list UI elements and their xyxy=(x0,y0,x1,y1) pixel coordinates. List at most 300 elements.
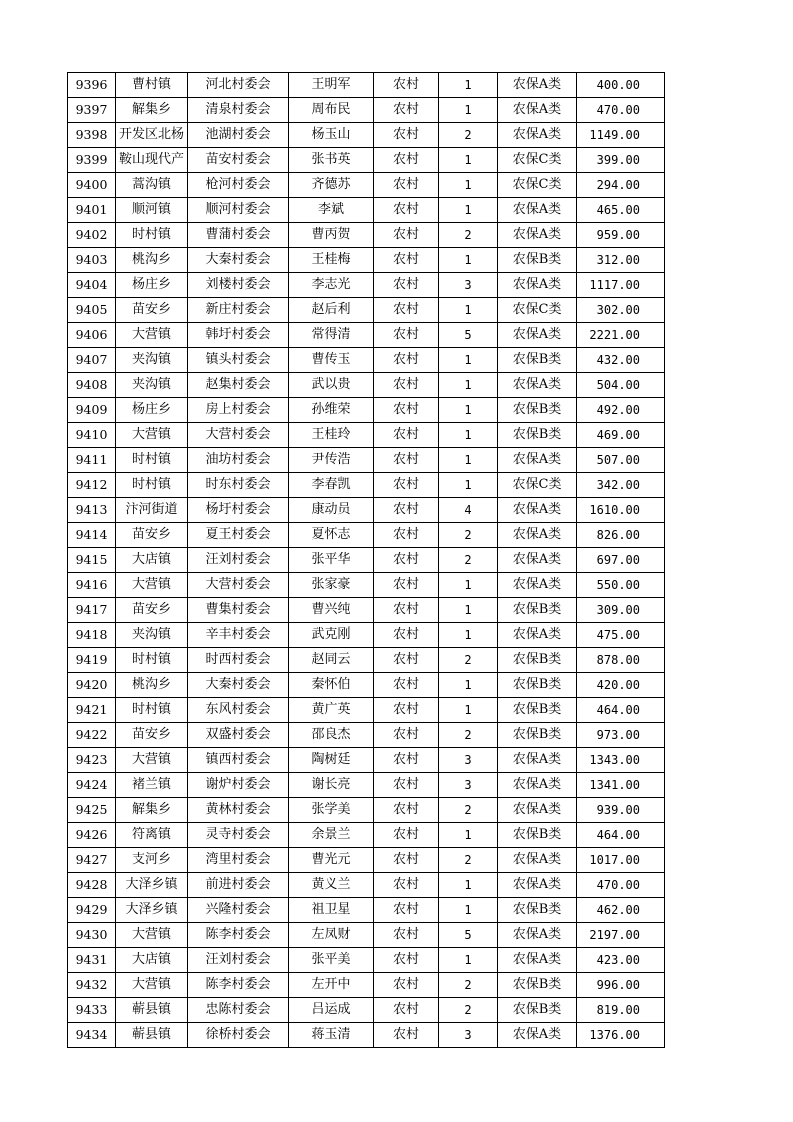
table-row xyxy=(68,298,665,323)
amount: 432.00 xyxy=(577,348,665,373)
recipient-name: 谢长亮 xyxy=(289,773,374,798)
recipient-name: 李斌 xyxy=(289,198,374,223)
township: 开发区北杨 xyxy=(116,123,188,148)
recipient-name: 黄义兰 xyxy=(289,873,374,898)
household-size: 2 xyxy=(439,998,498,1023)
assistance-category: 农保B类 xyxy=(498,248,577,273)
amount: 423.00 xyxy=(577,948,665,973)
amount: 469.00 xyxy=(577,423,665,448)
assistance-category: 农保B类 xyxy=(498,823,577,848)
village-committee: 大秦村委会 xyxy=(188,673,289,698)
table-row xyxy=(68,748,665,773)
village-committee: 徐桥村委会 xyxy=(188,1023,289,1048)
village-committee: 油坊村委会 xyxy=(188,448,289,473)
assistance-category: 农保A类 xyxy=(498,448,577,473)
assistance-category: 农保B类 xyxy=(498,648,577,673)
table-row xyxy=(68,998,665,1023)
amount: 470.00 xyxy=(577,98,665,123)
table-row xyxy=(68,898,665,923)
household-size: 3 xyxy=(439,773,498,798)
township: 解集乡 xyxy=(116,98,188,123)
household-size: 1 xyxy=(439,348,498,373)
recipient-name: 李春凯 xyxy=(289,473,374,498)
table-row xyxy=(68,448,665,473)
residence-type: 农村 xyxy=(374,123,439,148)
table-row xyxy=(68,548,665,573)
amount: 1341.00 xyxy=(577,773,665,798)
record-number: 9416 xyxy=(68,573,116,598)
recipient-name: 尹传浩 xyxy=(289,448,374,473)
table-row xyxy=(68,173,665,198)
household-size: 1 xyxy=(439,173,498,198)
table-row xyxy=(68,773,665,798)
residence-type: 农村 xyxy=(374,898,439,923)
township: 鞍山现代产 xyxy=(116,148,188,173)
village-committee: 新庄村委会 xyxy=(188,298,289,323)
village-committee: 杨圩村委会 xyxy=(188,498,289,523)
township: 大店镇 xyxy=(116,548,188,573)
village-committee: 湾里村委会 xyxy=(188,848,289,873)
village-committee: 黄林村委会 xyxy=(188,798,289,823)
recipient-name: 夏怀志 xyxy=(289,523,374,548)
assistance-category: 农保B类 xyxy=(498,673,577,698)
amount: 309.00 xyxy=(577,598,665,623)
assistance-category: 农保A类 xyxy=(498,223,577,248)
table-row xyxy=(68,523,665,548)
village-committee: 镇头村委会 xyxy=(188,348,289,373)
recipient-name: 张平华 xyxy=(289,548,374,573)
recipient-name: 张家豪 xyxy=(289,573,374,598)
residence-type: 农村 xyxy=(374,73,439,98)
residence-type: 农村 xyxy=(374,673,439,698)
amount: 465.00 xyxy=(577,198,665,223)
record-number: 9400 xyxy=(68,173,116,198)
assistance-category: 农保A类 xyxy=(498,623,577,648)
amount: 1343.00 xyxy=(577,748,665,773)
township: 桃沟乡 xyxy=(116,248,188,273)
township: 苗安乡 xyxy=(116,298,188,323)
amount: 475.00 xyxy=(577,623,665,648)
township: 时村镇 xyxy=(116,223,188,248)
household-size: 1 xyxy=(439,98,498,123)
amount: 470.00 xyxy=(577,873,665,898)
residence-type: 农村 xyxy=(374,1023,439,1048)
residence-type: 农村 xyxy=(374,423,439,448)
record-number: 9405 xyxy=(68,298,116,323)
residence-type: 农村 xyxy=(374,473,439,498)
village-committee: 刘楼村委会 xyxy=(188,273,289,298)
recipient-name: 张平美 xyxy=(289,948,374,973)
village-committee: 池湖村委会 xyxy=(188,123,289,148)
record-number: 9404 xyxy=(68,273,116,298)
village-committee: 大营村委会 xyxy=(188,573,289,598)
recipient-name: 赵后利 xyxy=(289,298,374,323)
household-size: 1 xyxy=(439,823,498,848)
household-size: 1 xyxy=(439,448,498,473)
township: 蕲县镇 xyxy=(116,998,188,1023)
record-number: 9431 xyxy=(68,948,116,973)
household-size: 1 xyxy=(439,148,498,173)
residence-type: 农村 xyxy=(374,223,439,248)
township: 大泽乡镇 xyxy=(116,898,188,923)
household-size: 2 xyxy=(439,123,498,148)
amount: 939.00 xyxy=(577,798,665,823)
household-size: 3 xyxy=(439,1023,498,1048)
residence-type: 农村 xyxy=(374,698,439,723)
residence-type: 农村 xyxy=(374,523,439,548)
residence-type: 农村 xyxy=(374,798,439,823)
village-committee: 时西村委会 xyxy=(188,648,289,673)
recipient-name: 祖卫星 xyxy=(289,898,374,923)
table-row xyxy=(68,223,665,248)
recipient-name: 余景兰 xyxy=(289,823,374,848)
recipient-name: 王桂玲 xyxy=(289,423,374,448)
record-number: 9422 xyxy=(68,723,116,748)
record-number: 9420 xyxy=(68,673,116,698)
recipient-name: 齐德苏 xyxy=(289,173,374,198)
village-committee: 双盛村委会 xyxy=(188,723,289,748)
recipient-name: 周布民 xyxy=(289,98,374,123)
record-number: 9409 xyxy=(68,398,116,423)
household-size: 2 xyxy=(439,798,498,823)
residence-type: 农村 xyxy=(374,548,439,573)
table-row xyxy=(68,98,665,123)
township: 时村镇 xyxy=(116,448,188,473)
village-committee: 顺河村委会 xyxy=(188,198,289,223)
village-committee: 大秦村委会 xyxy=(188,248,289,273)
record-number: 9425 xyxy=(68,798,116,823)
table-body xyxy=(68,73,665,1048)
amount: 1610.00 xyxy=(577,498,665,523)
amount: 973.00 xyxy=(577,723,665,748)
assistance-category: 农保A类 xyxy=(498,573,577,598)
village-committee: 辛丰村委会 xyxy=(188,623,289,648)
township: 夹沟镇 xyxy=(116,623,188,648)
record-number: 9415 xyxy=(68,548,116,573)
amount: 312.00 xyxy=(577,248,665,273)
amount: 420.00 xyxy=(577,673,665,698)
residence-type: 农村 xyxy=(374,598,439,623)
household-size: 1 xyxy=(439,198,498,223)
village-committee: 清泉村委会 xyxy=(188,98,289,123)
recipient-name: 曹传玉 xyxy=(289,348,374,373)
residence-type: 农村 xyxy=(374,573,439,598)
village-committee: 曹集村委会 xyxy=(188,598,289,623)
record-number: 9396 xyxy=(68,73,116,98)
household-size: 1 xyxy=(439,598,498,623)
table-row xyxy=(68,398,665,423)
recipient-name: 李志光 xyxy=(289,273,374,298)
assistance-category: 农保A类 xyxy=(498,873,577,898)
recipient-name: 陶树廷 xyxy=(289,748,374,773)
recipient-name: 王桂梅 xyxy=(289,248,374,273)
table-row xyxy=(68,373,665,398)
residence-type: 农村 xyxy=(374,173,439,198)
assistance-category: 农保A类 xyxy=(498,123,577,148)
township: 大营镇 xyxy=(116,973,188,998)
recipient-name: 张书英 xyxy=(289,148,374,173)
village-committee: 镇西村委会 xyxy=(188,748,289,773)
recipient-name: 赵同云 xyxy=(289,648,374,673)
table-row xyxy=(68,723,665,748)
record-number: 9406 xyxy=(68,323,116,348)
amount: 342.00 xyxy=(577,473,665,498)
residence-type: 农村 xyxy=(374,448,439,473)
residence-type: 农村 xyxy=(374,998,439,1023)
assistance-category: 农保B类 xyxy=(498,598,577,623)
household-size: 2 xyxy=(439,723,498,748)
household-size: 2 xyxy=(439,523,498,548)
residence-type: 农村 xyxy=(374,298,439,323)
record-number: 9424 xyxy=(68,773,116,798)
township: 夹沟镇 xyxy=(116,348,188,373)
record-number: 9410 xyxy=(68,423,116,448)
township: 大营镇 xyxy=(116,423,188,448)
assistance-category: 农保A类 xyxy=(498,273,577,298)
household-size: 1 xyxy=(439,898,498,923)
amount: 1149.00 xyxy=(577,123,665,148)
table-row xyxy=(68,623,665,648)
record-number: 9428 xyxy=(68,873,116,898)
recipient-name: 武克刚 xyxy=(289,623,374,648)
township: 解集乡 xyxy=(116,798,188,823)
township: 时村镇 xyxy=(116,698,188,723)
table-row xyxy=(68,323,665,348)
township: 桃沟乡 xyxy=(116,673,188,698)
village-committee: 陈李村委会 xyxy=(188,923,289,948)
amount: 399.00 xyxy=(577,148,665,173)
record-number: 9417 xyxy=(68,598,116,623)
township: 杨庄乡 xyxy=(116,398,188,423)
record-number: 9403 xyxy=(68,248,116,273)
residence-type: 农村 xyxy=(374,98,439,123)
recipient-name: 康动员 xyxy=(289,498,374,523)
residence-type: 农村 xyxy=(374,873,439,898)
household-size: 1 xyxy=(439,673,498,698)
household-size: 3 xyxy=(439,273,498,298)
household-size: 1 xyxy=(439,73,498,98)
amount: 2197.00 xyxy=(577,923,665,948)
household-size: 1 xyxy=(439,298,498,323)
assistance-category: 农保B类 xyxy=(498,348,577,373)
record-number: 9397 xyxy=(68,98,116,123)
township: 苗安乡 xyxy=(116,598,188,623)
household-size: 5 xyxy=(439,923,498,948)
township: 蒿沟镇 xyxy=(116,173,188,198)
recipient-name: 武以贵 xyxy=(289,373,374,398)
household-size: 1 xyxy=(439,398,498,423)
village-committee: 忠陈村委会 xyxy=(188,998,289,1023)
record-number: 9411 xyxy=(68,448,116,473)
amount: 996.00 xyxy=(577,973,665,998)
assistance-category: 农保B类 xyxy=(498,698,577,723)
table-row xyxy=(68,948,665,973)
village-committee: 韩圩村委会 xyxy=(188,323,289,348)
assistance-category: 农保C类 xyxy=(498,298,577,323)
assistance-category: 农保C类 xyxy=(498,473,577,498)
assistance-category: 农保A类 xyxy=(498,748,577,773)
amount: 878.00 xyxy=(577,648,665,673)
amount: 826.00 xyxy=(577,523,665,548)
record-number: 9419 xyxy=(68,648,116,673)
recipient-name: 张学美 xyxy=(289,798,374,823)
table-row xyxy=(68,248,665,273)
village-committee: 前进村委会 xyxy=(188,873,289,898)
household-size: 4 xyxy=(439,498,498,523)
table-row xyxy=(68,673,665,698)
assistance-category: 农保B类 xyxy=(498,973,577,998)
recipient-name: 曹兴纯 xyxy=(289,598,374,623)
table-row xyxy=(68,73,665,98)
household-size: 2 xyxy=(439,973,498,998)
table-row xyxy=(68,923,665,948)
village-committee: 赵集村委会 xyxy=(188,373,289,398)
amount: 462.00 xyxy=(577,898,665,923)
assistance-category: 农保A类 xyxy=(498,73,577,98)
township: 时村镇 xyxy=(116,473,188,498)
table-row xyxy=(68,148,665,173)
record-number: 9402 xyxy=(68,223,116,248)
record-number: 9418 xyxy=(68,623,116,648)
recipient-name: 孙维荣 xyxy=(289,398,374,423)
recipient-name: 曹丙贺 xyxy=(289,223,374,248)
township: 大营镇 xyxy=(116,323,188,348)
residence-type: 农村 xyxy=(374,848,439,873)
amount: 550.00 xyxy=(577,573,665,598)
township: 曹村镇 xyxy=(116,73,188,98)
assistance-category: 农保A类 xyxy=(498,1023,577,1048)
recipient-name: 左开中 xyxy=(289,973,374,998)
amount: 819.00 xyxy=(577,998,665,1023)
residence-type: 农村 xyxy=(374,273,439,298)
household-size: 1 xyxy=(439,423,498,448)
amount: 492.00 xyxy=(577,398,665,423)
village-committee: 陈李村委会 xyxy=(188,973,289,998)
household-size: 2 xyxy=(439,848,498,873)
village-committee: 灵寺村委会 xyxy=(188,823,289,848)
village-committee: 河北村委会 xyxy=(188,73,289,98)
record-number: 9414 xyxy=(68,523,116,548)
township: 苗安乡 xyxy=(116,723,188,748)
residence-type: 农村 xyxy=(374,948,439,973)
residence-type: 农村 xyxy=(374,398,439,423)
record-number: 9434 xyxy=(68,1023,116,1048)
residence-type: 农村 xyxy=(374,348,439,373)
township: 顺河镇 xyxy=(116,198,188,223)
table-row xyxy=(68,473,665,498)
assistance-category: 农保A类 xyxy=(498,323,577,348)
township: 时村镇 xyxy=(116,648,188,673)
table-row xyxy=(68,598,665,623)
table-row xyxy=(68,498,665,523)
residence-type: 农村 xyxy=(374,623,439,648)
table-row xyxy=(68,123,665,148)
township: 大营镇 xyxy=(116,573,188,598)
residence-type: 农村 xyxy=(374,923,439,948)
amount: 400.00 xyxy=(577,73,665,98)
amount: 959.00 xyxy=(577,223,665,248)
table-row xyxy=(68,198,665,223)
township: 夹沟镇 xyxy=(116,373,188,398)
village-committee: 汪刘村委会 xyxy=(188,948,289,973)
record-number: 9421 xyxy=(68,698,116,723)
household-size: 3 xyxy=(439,748,498,773)
table-row xyxy=(68,873,665,898)
table-row xyxy=(68,273,665,298)
amount: 464.00 xyxy=(577,823,665,848)
recipient-name: 左凤财 xyxy=(289,923,374,948)
record-number: 9429 xyxy=(68,898,116,923)
table-row xyxy=(68,848,665,873)
record-number: 9426 xyxy=(68,823,116,848)
household-size: 2 xyxy=(439,223,498,248)
assistance-category: 农保A类 xyxy=(498,773,577,798)
residence-type: 农村 xyxy=(374,148,439,173)
relief-roster-table xyxy=(67,72,665,1048)
township: 杨庄乡 xyxy=(116,273,188,298)
residence-type: 农村 xyxy=(374,648,439,673)
assistance-category: 农保A类 xyxy=(498,198,577,223)
residence-type: 农村 xyxy=(374,198,439,223)
residence-type: 农村 xyxy=(374,773,439,798)
assistance-category: 农保A类 xyxy=(498,923,577,948)
assistance-category: 农保A类 xyxy=(498,498,577,523)
assistance-category: 农保C类 xyxy=(498,148,577,173)
residence-type: 农村 xyxy=(374,748,439,773)
recipient-name: 常得清 xyxy=(289,323,374,348)
assistance-category: 农保B类 xyxy=(498,898,577,923)
record-number: 9430 xyxy=(68,923,116,948)
table-row xyxy=(68,348,665,373)
recipient-name: 吕运成 xyxy=(289,998,374,1023)
village-committee: 汪刘村委会 xyxy=(188,548,289,573)
recipient-name: 王明军 xyxy=(289,73,374,98)
recipient-name: 蒋玉清 xyxy=(289,1023,374,1048)
record-number: 9413 xyxy=(68,498,116,523)
township: 支河乡 xyxy=(116,848,188,873)
village-committee: 房上村委会 xyxy=(188,398,289,423)
household-size: 1 xyxy=(439,373,498,398)
township: 蕲县镇 xyxy=(116,1023,188,1048)
village-committee: 曹蒲村委会 xyxy=(188,223,289,248)
assistance-category: 农保A类 xyxy=(498,848,577,873)
table-row xyxy=(68,573,665,598)
amount: 1117.00 xyxy=(577,273,665,298)
household-size: 2 xyxy=(439,648,498,673)
record-number: 9398 xyxy=(68,123,116,148)
assistance-category: 农保B类 xyxy=(498,423,577,448)
record-number: 9432 xyxy=(68,973,116,998)
residence-type: 农村 xyxy=(374,973,439,998)
table-row xyxy=(68,423,665,448)
recipient-name: 邵良杰 xyxy=(289,723,374,748)
recipient-name: 黄广英 xyxy=(289,698,374,723)
table-row xyxy=(68,698,665,723)
assistance-category: 农保A类 xyxy=(498,548,577,573)
assistance-category: 农保A类 xyxy=(498,98,577,123)
village-committee: 兴隆村委会 xyxy=(188,898,289,923)
record-number: 9412 xyxy=(68,473,116,498)
residence-type: 农村 xyxy=(374,373,439,398)
assistance-category: 农保B类 xyxy=(498,998,577,1023)
record-number: 9427 xyxy=(68,848,116,873)
amount: 2221.00 xyxy=(577,323,665,348)
table-row xyxy=(68,648,665,673)
assistance-category: 农保A类 xyxy=(498,798,577,823)
household-size: 1 xyxy=(439,948,498,973)
village-committee: 东风村委会 xyxy=(188,698,289,723)
record-number: 9401 xyxy=(68,198,116,223)
